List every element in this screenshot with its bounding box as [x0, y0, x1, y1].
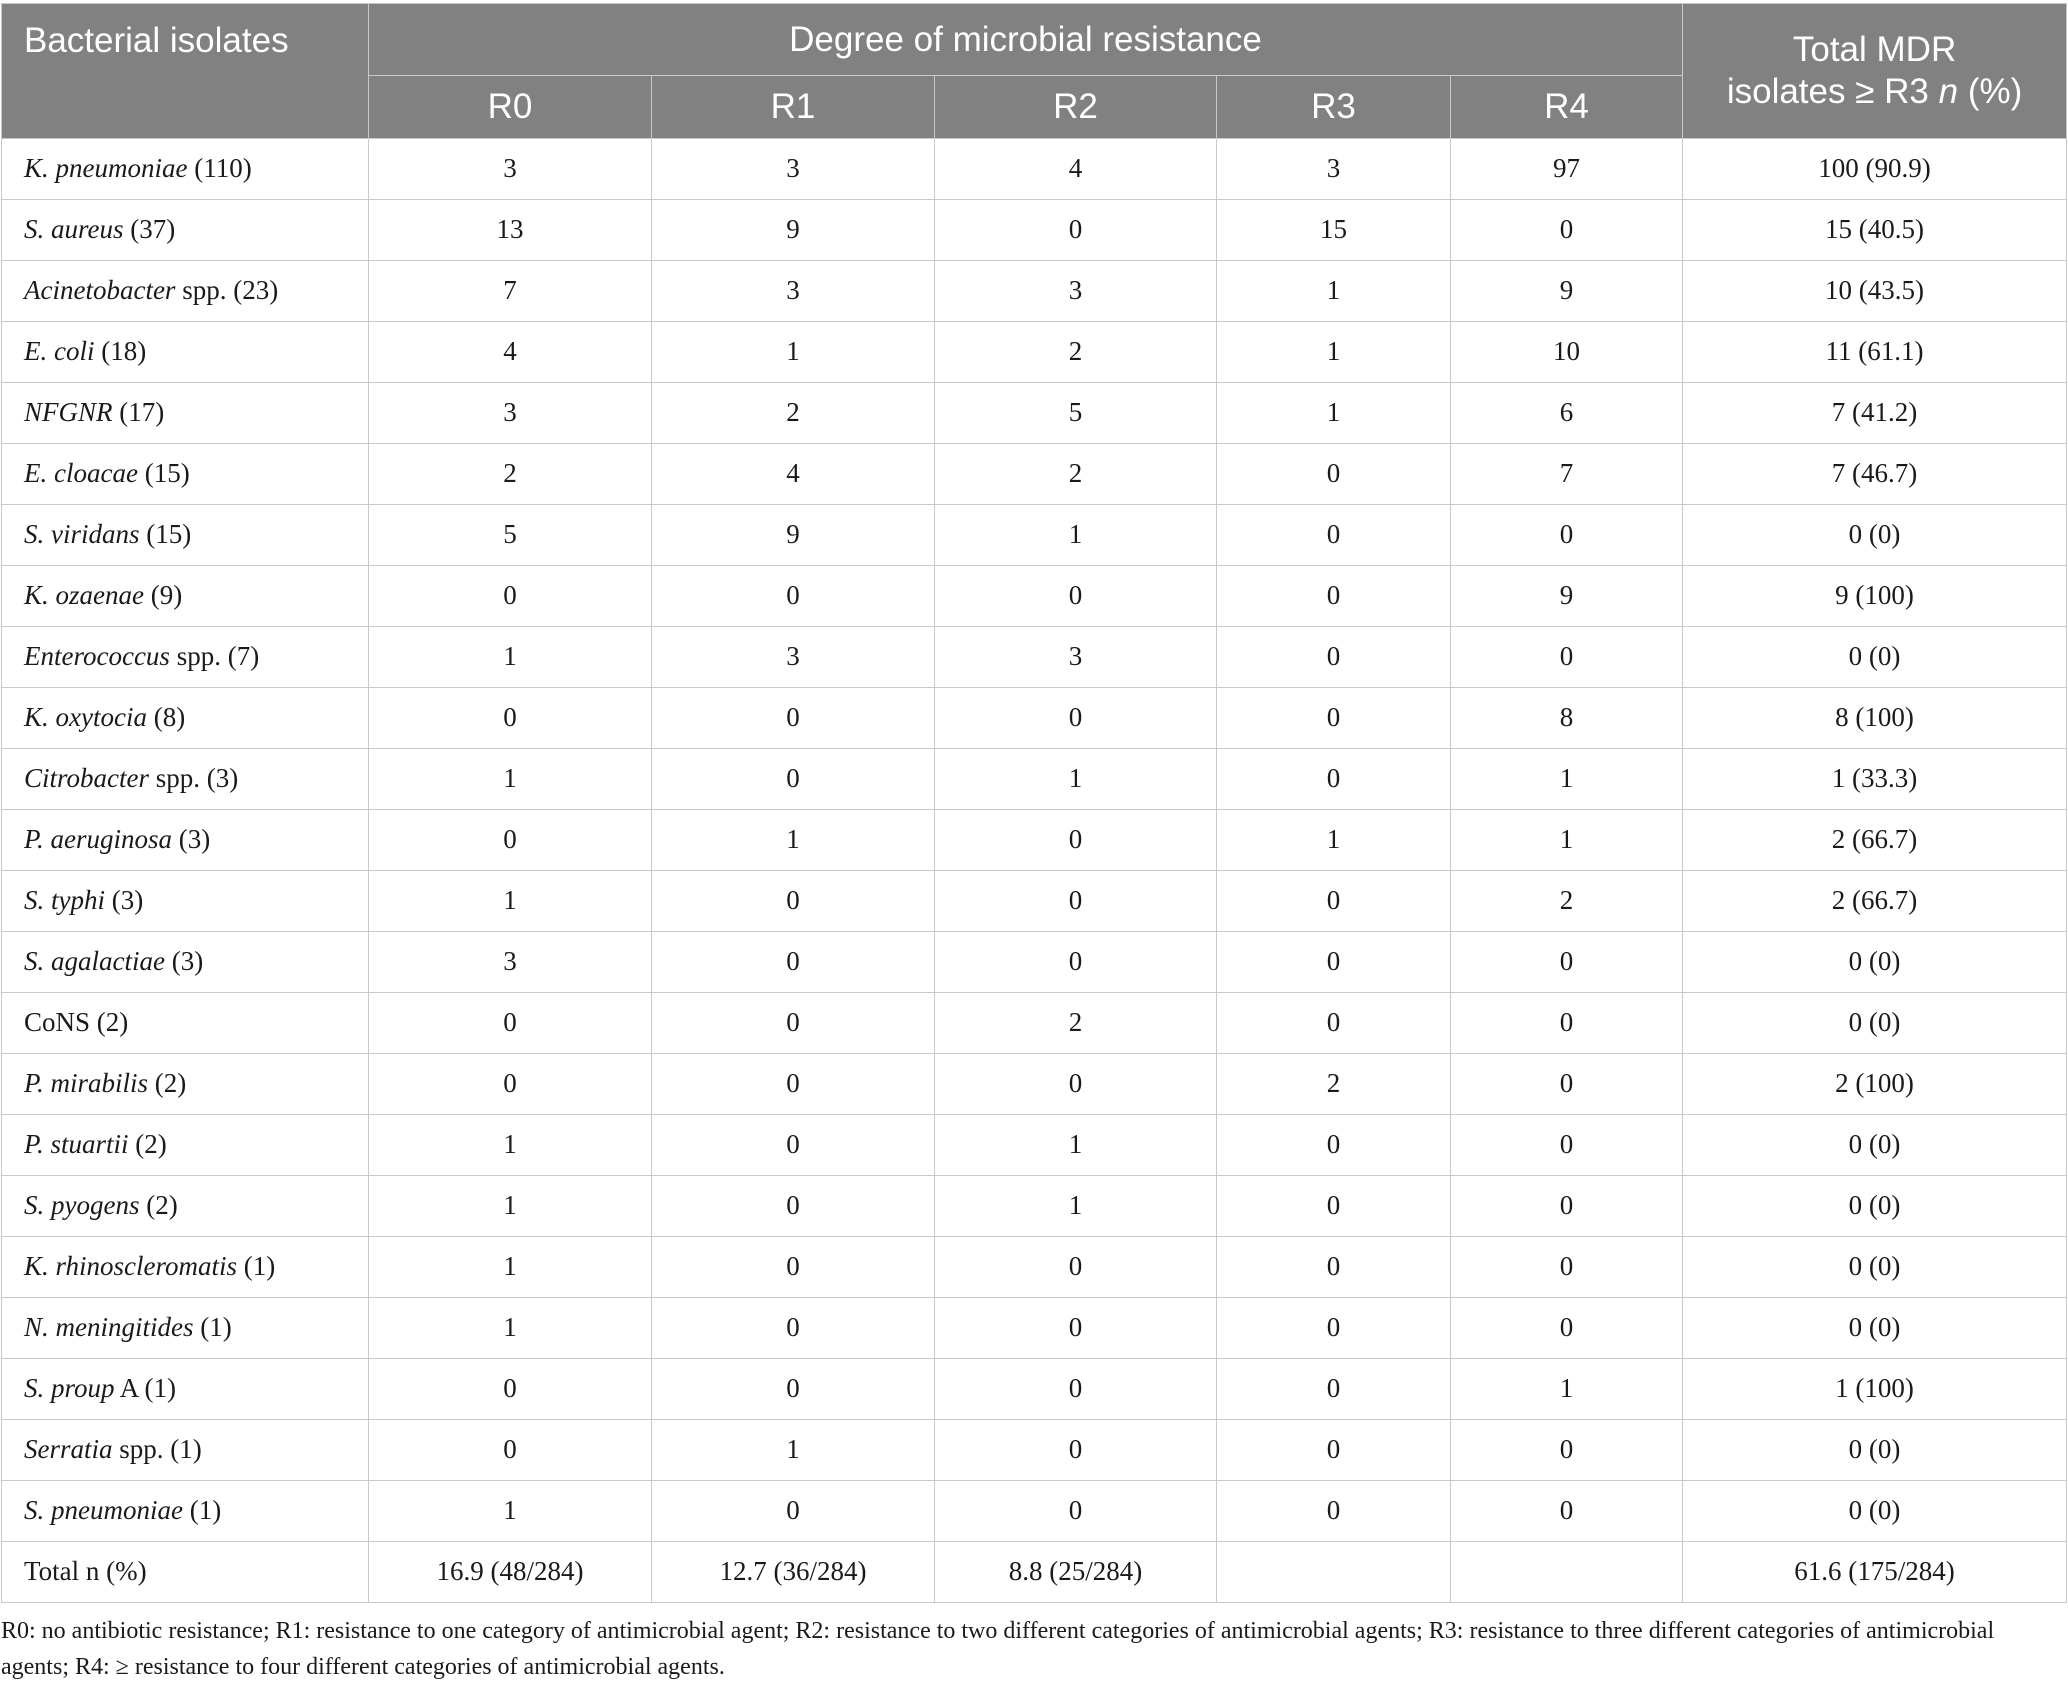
cell-r4: 0 — [1451, 1481, 1683, 1542]
table-row — [2, 505, 2067, 566]
cell-r0: 3 — [369, 139, 652, 200]
cell-r4: 9 — [1451, 566, 1683, 627]
cell-total: 7 (46.7) — [1683, 444, 2067, 505]
cell-r4: 97 — [1451, 139, 1683, 200]
table-row — [2, 1115, 2067, 1176]
table-row — [2, 1054, 2067, 1115]
cell-r2: 0 — [935, 932, 1217, 993]
cell-total: 0 (0) — [1683, 1176, 2067, 1237]
cell-r1: 0 — [652, 1176, 935, 1237]
isolate-species: K. ozaenae — [24, 580, 144, 611]
isolate-name-cell — [2, 261, 369, 322]
cell-r4: 1 — [1451, 1359, 1683, 1420]
cell-r0: 3 — [369, 932, 652, 993]
cell-total: 1 (33.3) — [1683, 749, 2067, 810]
cell-r0: 1 — [369, 871, 652, 932]
table-row — [2, 139, 2067, 200]
cell-total: 2 (100) — [1683, 1054, 2067, 1115]
isolate-species: Acinetobacter — [24, 275, 176, 306]
isolate-species: K. pneumoniae — [24, 153, 188, 184]
isolate-species: K. rhinoscleromatis — [24, 1251, 238, 1282]
isolate-species: P. stuartii — [24, 1129, 129, 1160]
cell-r3: 0 — [1217, 1481, 1451, 1542]
header-r2: R2 — [935, 76, 1217, 139]
cell-total: 2 (66.7) — [1683, 871, 2067, 932]
cell-r2: 2 — [935, 444, 1217, 505]
cell-r4: 0 — [1451, 505, 1683, 566]
cell-r1: 0 — [652, 749, 935, 810]
total-cell-r4 — [1451, 1542, 1683, 1603]
cell-r1: 0 — [652, 871, 935, 932]
isolate-name-cell — [2, 1359, 369, 1420]
table-row — [2, 810, 2067, 871]
cell-r0: 0 — [369, 1359, 652, 1420]
cell-total: 0 (0) — [1683, 1298, 2067, 1359]
cell-r3: 3 — [1217, 139, 1451, 200]
isolate-species: NFGNR — [24, 397, 113, 428]
isolate-species: Enterococcus — [24, 641, 170, 672]
cell-r4: 0 — [1451, 1298, 1683, 1359]
cell-r3: 0 — [1217, 749, 1451, 810]
cell-r2: 3 — [935, 261, 1217, 322]
cell-total: 0 (0) — [1683, 932, 2067, 993]
isolate-species: S. pyogens — [24, 1190, 140, 1221]
cell-r4: 0 — [1451, 932, 1683, 993]
cell-r2: 0 — [935, 871, 1217, 932]
cell-r1: 3 — [652, 139, 935, 200]
table-row — [2, 993, 2067, 1054]
cell-r3: 0 — [1217, 1298, 1451, 1359]
table-row — [2, 932, 2067, 993]
isolate-species: S. agalactiae — [24, 946, 165, 977]
total-cell-r1: 12.7 (36/284) — [652, 1542, 935, 1603]
cell-r4: 0 — [1451, 993, 1683, 1054]
cell-total: 9 (100) — [1683, 566, 2067, 627]
cell-total: 0 (0) — [1683, 627, 2067, 688]
cell-total: 0 (0) — [1683, 1420, 2067, 1481]
cell-r4: 0 — [1451, 200, 1683, 261]
cell-r4: 6 — [1451, 383, 1683, 444]
cell-r0: 1 — [369, 1237, 652, 1298]
cell-r2: 0 — [935, 200, 1217, 261]
total-cell-total: 61.6 (175/284) — [1683, 1542, 2067, 1603]
isolate-count: (18) — [94, 336, 147, 367]
table-row — [2, 871, 2067, 932]
cell-r2: 0 — [935, 1359, 1217, 1420]
isolate-species: S. viridans — [24, 519, 140, 550]
cell-r3: 0 — [1217, 1420, 1451, 1481]
cell-r0: 0 — [369, 1054, 652, 1115]
isolate-count: CoNS (2) — [24, 1007, 129, 1038]
isolate-count: (17) — [112, 397, 165, 428]
cell-r4: 0 — [1451, 1420, 1683, 1481]
cell-r4: 0 — [1451, 1115, 1683, 1176]
resistance-table — [1, 3, 2067, 1603]
cell-total: 15 (40.5) — [1683, 200, 2067, 261]
header-total-line2-suffix: (%) — [1958, 72, 2023, 111]
isolate-species: S. pneumoniae — [24, 1495, 183, 1526]
isolate-count: (3) — [105, 885, 144, 916]
isolate-name-cell — [2, 1481, 369, 1542]
header-total-line1: Total MDR — [1792, 30, 1957, 69]
total-row — [2, 1542, 2067, 1603]
header-r0: R0 — [369, 76, 652, 139]
isolate-name-cell — [2, 627, 369, 688]
cell-r1: 3 — [652, 627, 935, 688]
isolate-count: (3) — [172, 824, 211, 855]
total-cell-r3 — [1217, 1542, 1451, 1603]
isolate-name-cell — [2, 749, 369, 810]
header-r1: R1 — [652, 76, 935, 139]
isolate-species: S. typhi — [24, 885, 105, 916]
cell-total: 0 (0) — [1683, 1115, 2067, 1176]
isolate-species: E. cloacae — [24, 458, 138, 489]
header-total-line2-n: n — [1938, 72, 1959, 111]
isolate-name-cell — [2, 932, 369, 993]
cell-r4: 0 — [1451, 1237, 1683, 1298]
cell-r1: 0 — [652, 1359, 935, 1420]
cell-r2: 1 — [935, 749, 1217, 810]
cell-r0: 4 — [369, 322, 652, 383]
cell-r1: 1 — [652, 322, 935, 383]
cell-r3: 0 — [1217, 566, 1451, 627]
cell-r1: 0 — [652, 1115, 935, 1176]
table-row — [2, 749, 2067, 810]
isolate-count: (8) — [146, 702, 186, 733]
cell-r2: 4 — [935, 139, 1217, 200]
cell-r0: 5 — [369, 505, 652, 566]
cell-r2: 2 — [935, 993, 1217, 1054]
isolate-species: K. oxytocia — [24, 702, 147, 733]
isolate-count: (2) — [139, 1190, 178, 1221]
isolate-species: S. proup — [24, 1373, 115, 1404]
cell-total: 10 (43.5) — [1683, 261, 2067, 322]
cell-r0: 13 — [369, 200, 652, 261]
cell-r3: 0 — [1217, 1359, 1451, 1420]
isolate-species: N. meningitides — [24, 1312, 194, 1343]
cell-total: 0 (0) — [1683, 1481, 2067, 1542]
cell-total: 0 (0) — [1683, 1237, 2067, 1298]
isolate-species: S. aureus — [24, 214, 124, 245]
cell-r4: 10 — [1451, 322, 1683, 383]
table-row — [2, 1176, 2067, 1237]
cell-r1: 1 — [652, 1420, 935, 1481]
cell-r4: 7 — [1451, 444, 1683, 505]
cell-r3: 0 — [1217, 1115, 1451, 1176]
cell-r4: 0 — [1451, 1054, 1683, 1115]
cell-total: 0 (0) — [1683, 505, 2067, 566]
isolate-count: (15) — [139, 519, 192, 550]
cell-total: 2 (66.7) — [1683, 810, 2067, 871]
cell-r3: 2 — [1217, 1054, 1451, 1115]
isolate-count: spp. (7) — [169, 641, 260, 672]
cell-r2: 5 — [935, 383, 1217, 444]
cell-r0: 0 — [369, 1420, 652, 1481]
isolate-name-cell — [2, 1420, 369, 1481]
total-label: Total n (%) — [2, 1542, 369, 1603]
cell-r0: 1 — [369, 1298, 652, 1359]
cell-r2: 1 — [935, 1176, 1217, 1237]
isolate-name-cell — [2, 1054, 369, 1115]
cell-r3: 0 — [1217, 627, 1451, 688]
isolate-species: P. mirabilis — [24, 1068, 149, 1099]
cell-r0: 0 — [369, 688, 652, 749]
isolate-name-cell — [2, 993, 369, 1054]
isolate-name-cell — [2, 139, 369, 200]
cell-r1: 0 — [652, 1237, 935, 1298]
cell-r0: 0 — [369, 810, 652, 871]
isolate-name-cell — [2, 383, 369, 444]
cell-r0: 1 — [369, 749, 652, 810]
header-total-line2-prefix: isolates ≥ R3 — [1726, 72, 1939, 111]
header-r4: R4 — [1451, 76, 1683, 139]
cell-r4: 1 — [1451, 810, 1683, 871]
table-row — [2, 261, 2067, 322]
cell-r3: 0 — [1217, 505, 1451, 566]
cell-r3: 0 — [1217, 932, 1451, 993]
isolate-species: E. coli — [24, 336, 95, 367]
cell-r2: 0 — [935, 1054, 1217, 1115]
isolate-count: (1) — [182, 1495, 222, 1526]
isolate-count: (2) — [148, 1068, 187, 1099]
cell-r4: 0 — [1451, 1176, 1683, 1237]
isolate-count: (9) — [143, 580, 183, 611]
isolate-species: P. aeruginosa — [24, 824, 173, 855]
isolate-name-cell — [2, 1237, 369, 1298]
cell-r1: 9 — [652, 505, 935, 566]
total-cell-r0: 16.9 (48/284) — [369, 1542, 652, 1603]
isolate-name-cell — [2, 566, 369, 627]
cell-r4: 8 — [1451, 688, 1683, 749]
table-row — [2, 322, 2067, 383]
cell-r2: 0 — [935, 1237, 1217, 1298]
cell-r1: 0 — [652, 932, 935, 993]
cell-r0: 1 — [369, 1481, 652, 1542]
cell-r0: 1 — [369, 627, 652, 688]
isolate-count: spp. (1) — [112, 1434, 202, 1465]
cell-r1: 1 — [652, 810, 935, 871]
header-total-mdr — [1683, 4, 2067, 139]
cell-r1: 0 — [652, 688, 935, 749]
header-degree-of-resistance: Degree of microbial resistance — [369, 4, 1683, 76]
isolate-count: (37) — [123, 214, 176, 245]
cell-r2: 0 — [935, 1481, 1217, 1542]
cell-total: 1 (100) — [1683, 1359, 2067, 1420]
isolate-count: (3) — [164, 946, 204, 977]
isolate-species: Serratia — [24, 1434, 113, 1465]
isolate-name-cell — [2, 871, 369, 932]
cell-total: 100 (90.9) — [1683, 139, 2067, 200]
cell-r3: 0 — [1217, 444, 1451, 505]
cell-r0: 7 — [369, 261, 652, 322]
cell-r2: 0 — [935, 566, 1217, 627]
cell-r0: 2 — [369, 444, 652, 505]
cell-r1: 9 — [652, 200, 935, 261]
isolate-count: (110) — [187, 153, 252, 184]
table-row — [2, 1481, 2067, 1542]
cell-r2: 0 — [935, 1298, 1217, 1359]
cell-r1: 3 — [652, 261, 935, 322]
cell-r2: 1 — [935, 1115, 1217, 1176]
isolate-name-cell — [2, 505, 369, 566]
cell-r1: 0 — [652, 1298, 935, 1359]
isolate-count: spp. (3) — [149, 763, 239, 794]
isolate-name-cell — [2, 200, 369, 261]
cell-r2: 0 — [935, 1420, 1217, 1481]
table-row — [2, 1298, 2067, 1359]
cell-r0: 1 — [369, 1115, 652, 1176]
cell-r2: 2 — [935, 322, 1217, 383]
cell-r3: 0 — [1217, 1237, 1451, 1298]
isolate-species: Citrobacter — [24, 763, 149, 794]
table-row — [2, 200, 2067, 261]
cell-r1: 0 — [652, 566, 935, 627]
cell-r3: 15 — [1217, 200, 1451, 261]
cell-r4: 1 — [1451, 749, 1683, 810]
cell-total: 7 (41.2) — [1683, 383, 2067, 444]
cell-r2: 0 — [935, 688, 1217, 749]
isolate-name-cell — [2, 1298, 369, 1359]
isolate-count: (1) — [193, 1312, 232, 1343]
table-row — [2, 1420, 2067, 1481]
isolate-count: (2) — [128, 1129, 167, 1160]
cell-r3: 1 — [1217, 383, 1451, 444]
cell-r1: 2 — [652, 383, 935, 444]
table-footnote: R0: no antibiotic resistance; R1: resistance to one category of antimicrobial agent; R2: resistance to two different categories of antimicrobial agents; R3: resistance to three different categories of antimicrobial agents; R4: ≥ resistance to four different categories of antimicrobial agents. — [1, 1618, 1995, 1680]
table-row — [2, 444, 2067, 505]
cell-r4: 2 — [1451, 871, 1683, 932]
cell-r3: 1 — [1217, 261, 1451, 322]
table-row — [2, 688, 2067, 749]
cell-r3: 0 — [1217, 688, 1451, 749]
cell-r0: 3 — [369, 383, 652, 444]
isolate-name-cell — [2, 322, 369, 383]
cell-r2: 0 — [935, 810, 1217, 871]
cell-r0: 1 — [369, 1176, 652, 1237]
cell-r0: 0 — [369, 566, 652, 627]
cell-r4: 0 — [1451, 627, 1683, 688]
table-row — [2, 1359, 2067, 1420]
isolate-count: (1) — [237, 1251, 276, 1282]
total-cell-r2: 8.8 (25/284) — [935, 1542, 1217, 1603]
isolate-name-cell — [2, 688, 369, 749]
table-row — [2, 1237, 2067, 1298]
cell-r3: 0 — [1217, 993, 1451, 1054]
cell-r1: 0 — [652, 1054, 935, 1115]
header-bacterial-isolates: Bacterial isolates — [2, 4, 369, 139]
isolate-name-cell — [2, 1176, 369, 1237]
cell-r2: 3 — [935, 627, 1217, 688]
table-header — [2, 4, 2067, 139]
cell-r0: 0 — [369, 993, 652, 1054]
isolate-count: spp. (23) — [175, 275, 279, 306]
isolate-count: (15) — [137, 458, 190, 489]
header-r3: R3 — [1217, 76, 1451, 139]
isolate-name-cell — [2, 444, 369, 505]
cell-r1: 0 — [652, 993, 935, 1054]
cell-r3: 0 — [1217, 1176, 1451, 1237]
cell-r2: 1 — [935, 505, 1217, 566]
isolate-name-cell — [2, 1115, 369, 1176]
cell-r1: 4 — [652, 444, 935, 505]
cell-r4: 9 — [1451, 261, 1683, 322]
isolate-count: A (1) — [114, 1373, 177, 1404]
cell-r1: 0 — [652, 1481, 935, 1542]
isolate-name-cell — [2, 810, 369, 871]
table-row — [2, 383, 2067, 444]
table-row — [2, 566, 2067, 627]
cell-r3: 0 — [1217, 871, 1451, 932]
table-row — [2, 627, 2067, 688]
cell-total: 0 (0) — [1683, 993, 2067, 1054]
cell-total: 8 (100) — [1683, 688, 2067, 749]
cell-r3: 1 — [1217, 810, 1451, 871]
table-body — [2, 139, 2067, 1603]
cell-total: 11 (61.1) — [1683, 322, 2067, 383]
cell-r3: 1 — [1217, 322, 1451, 383]
